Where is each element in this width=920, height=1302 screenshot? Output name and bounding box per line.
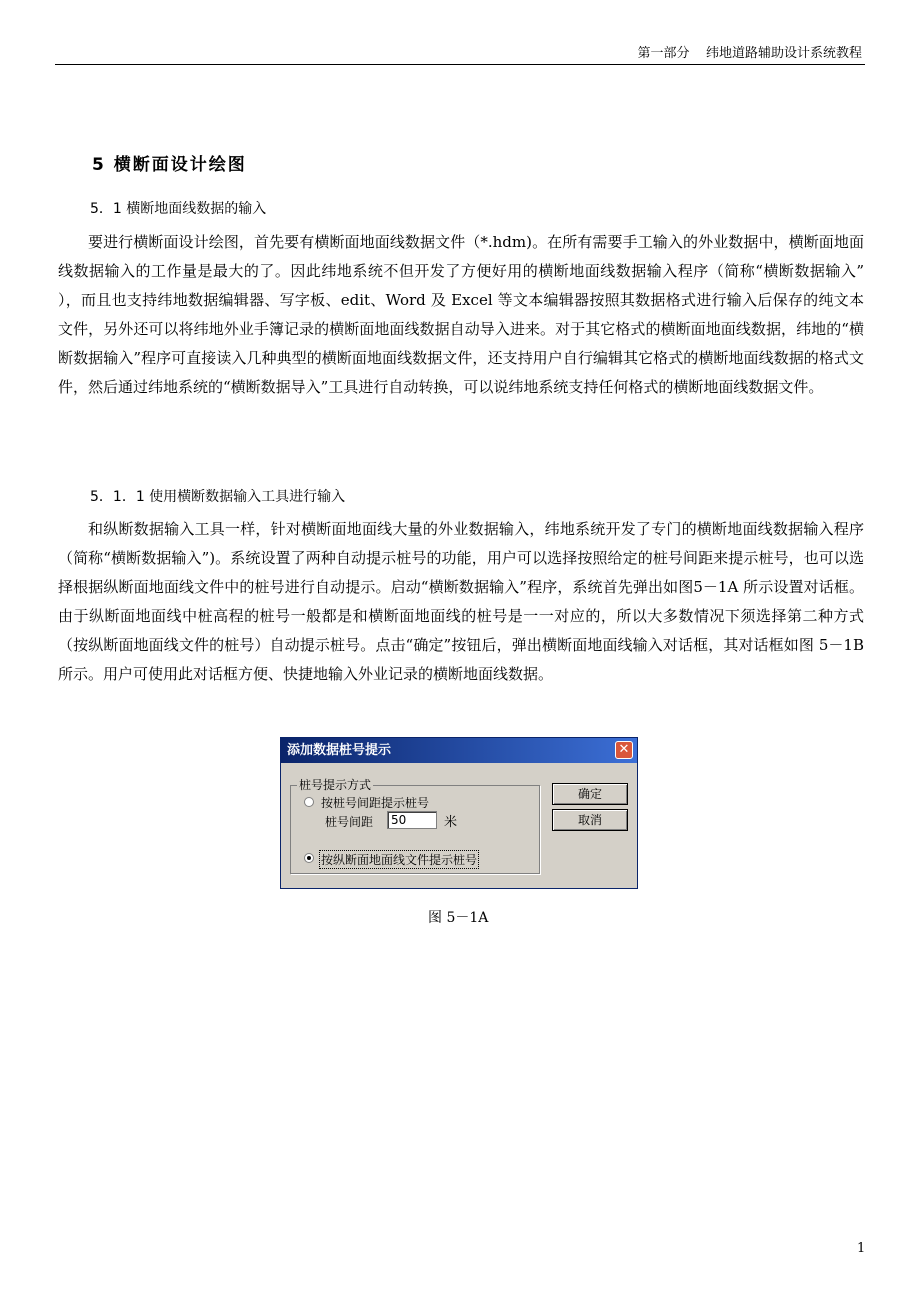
dialog-titlebar[interactable] [281,738,637,763]
subsection-heading-1: 5．1 横断地面线数据的输入 [90,201,267,217]
header-part: 第一部分 [637,46,690,61]
cancel-button[interactable]: 取消 [552,809,628,831]
header-title: 纬地道路辅助设计系统教程 [705,46,862,61]
page-number: 1 [857,1241,866,1256]
ok-button[interactable]: 确定 [552,783,628,805]
spacing-hint-radio[interactable] [304,797,314,807]
spacing-label: 桩号间距 [325,815,374,829]
header-rule [55,64,865,65]
paragraph-1 [58,228,864,402]
profile-file-hint-label[interactable]: 按纵断面地面线文件提示桩号 [319,850,479,869]
profile-file-hint-radio[interactable] [304,853,314,863]
paragraph-2-text: 和纵断数据输入工具一样，针对横断面地面线大量的外业数据输入，纬地系统开发了专门的横断地面线数据输入程序（简称“横断数据输入”)。系统设置了两种自动提示桩号的功能，用户可以选择按照给定的桩号间距来提示桩号，也可以选择根据纵断面地面线文件中的桩号进行自动提示。启动“横断数据输入”程序，系统首先弹出如图5－1A 所示设置对话框。由于纵断面地面线中桩高程的桩号一般都是和横断面地面线的桩号是一一对应的，所以大多数情况下须选择第二种方式（按纵断面地面线文件的桩号）自动提示桩号。点击“确定”按钮后，弹出横断面地面线输入对话框，其对话框如图 5－1B 所示。用户可使用此对话框方便、快捷地输入外业记录的横断地面线数据。 [58,520,864,683]
add-station-hint-dialog [280,737,638,889]
unit-label: 米 [444,815,458,830]
paragraph-1-text: 要进行横断面设计绘图，首先要有横断面地面线数据文件（*.hdm)。在所有需要手工输入的外业数据中，横断面地面线数据输入的工作量是最大的了。因此纬地系统不但开发了方便好用的横断地面线数据输入程序（简称“横断数据输入” ），而且也支持纬地数据编辑器、写字板、edit、Word 及 Excel 等文本编辑器按照其数据格式进行输入后保存的纯文本文件，另外还可以将纬地外业手簿记录的横断面地面线数据自动导入进来。对于其它格式的横断面地面线数据，纬地的“横断数据输入”程序可直接读入几种典型的横断面地面线数据文件，还支持用户自行编辑其它格式的横断地面线数据的格式文件，然后通过纬地系统的“横断数据导入”工具进行自动转换，可以说纬地系统支持任何格式的横断地面线数据文件。 [58,233,864,396]
running-header [637,42,862,61]
close-icon[interactable]: ✕ [615,741,633,759]
paragraph-2 [58,515,864,689]
hint-mode-group-label: 桩号提示方式 [299,778,372,792]
spacing-hint-label[interactable]: 按桩号间距提示桩号 [321,796,430,810]
section-heading: 5 横断面设计绘图 [92,155,247,175]
dialog-title: 添加数据桩号提示 [287,743,392,758]
subsection-heading-2: 5．1．1 使用横断数据输入工具进行输入 [90,489,346,505]
figure-caption: 图 5－1A [428,910,489,926]
spacing-input[interactable]: 50 [387,811,437,829]
